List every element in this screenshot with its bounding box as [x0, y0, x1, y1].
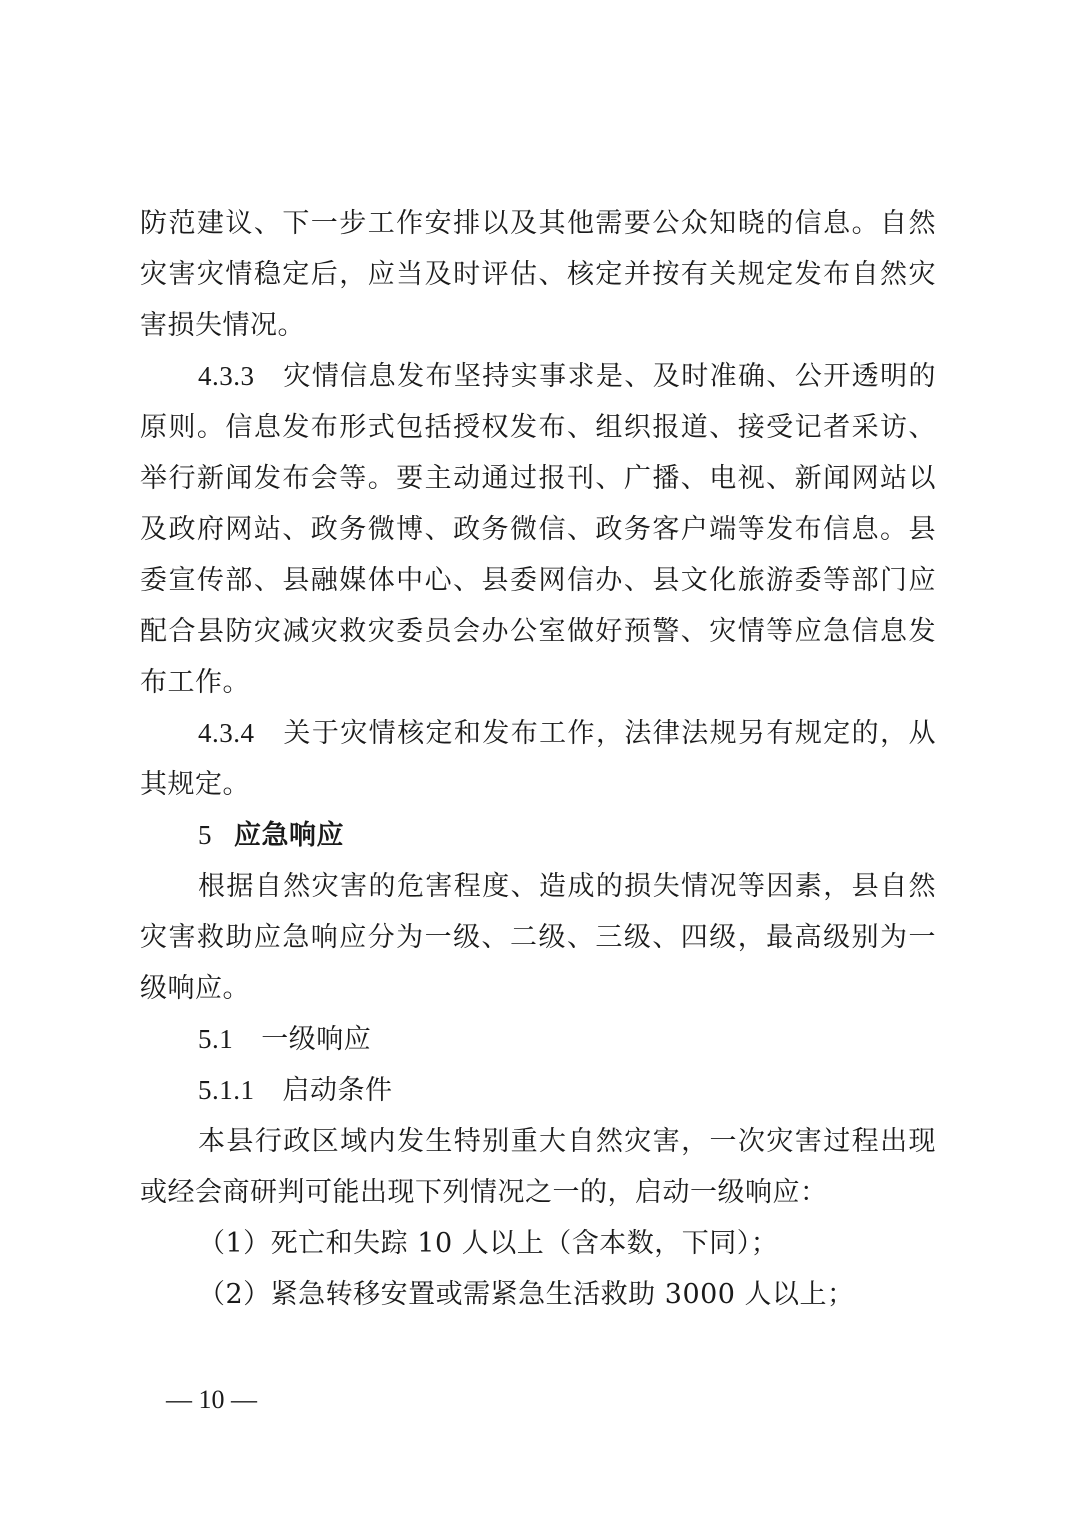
heading-5-1: [140, 1014, 936, 1065]
paragraph-4-3-3: [140, 351, 936, 708]
section-text: 关于灾情核定和发布工作，法律法规另有规定的，从其规定。: [140, 718, 936, 800]
paragraph-4-3-4: [140, 708, 936, 810]
heading-title: 启动条件: [282, 1075, 393, 1106]
paragraph-start-conditions: 本县行政区域内发生特别重大自然灾害，一次灾害过程出现或经会商研判可能出现下列情况之一的，启动一级响应：: [140, 1126, 936, 1208]
body-text: [140, 198, 936, 1320]
section-number: 4.3.3: [198, 361, 255, 391]
section-number: 4.3.4: [198, 718, 255, 748]
paragraph-response-levels: 根据自然灾害的危害程度、造成的损失情况等因素，县自然灾害救助应急响应分为一级、二级、三级、四级，最高级别为一级响应。: [140, 871, 936, 1004]
heading-number: 5: [198, 820, 212, 850]
section-text: 灾情信息发布坚持实事求是、及时准确、公开透明的原则。信息发布形式包括授权发布、组织报道、接受记者采访、举行新闻发布会等。要主动通过报刊、广播、电视、新闻网站以及政府网站、政务微博、政务微信、政务客户端等发布信息。县委宣传部、县融媒体中心、县委网信办、县文化旅游委等部门应配合县防灾减灾救灾委员会办公室做好预警、灾情等应急信息发布工作。: [140, 361, 936, 698]
list-item-2: （2）紧急转移安置或需紧急生活救助 3000 人以上；: [198, 1279, 855, 1310]
heading-5-1-1: [140, 1065, 936, 1116]
list-item-1: （1）死亡和失踪 10 人以上（含本数，下同）；: [198, 1228, 779, 1259]
heading-number: 5.1.1: [198, 1075, 255, 1105]
heading-number: 5.1: [198, 1024, 234, 1054]
page-number: — 10 —: [166, 1385, 257, 1414]
paragraph-disaster-info: 防范建议、下一步工作安排以及其他需要公众知晓的信息。自然灾害灾情稳定后，应当及时评估、核定并按有关规定发布自然灾害损失情况。: [140, 208, 936, 341]
heading-title: 应急响应: [234, 820, 344, 851]
heading-title: 一级响应: [261, 1024, 372, 1055]
heading-5: [140, 810, 936, 861]
